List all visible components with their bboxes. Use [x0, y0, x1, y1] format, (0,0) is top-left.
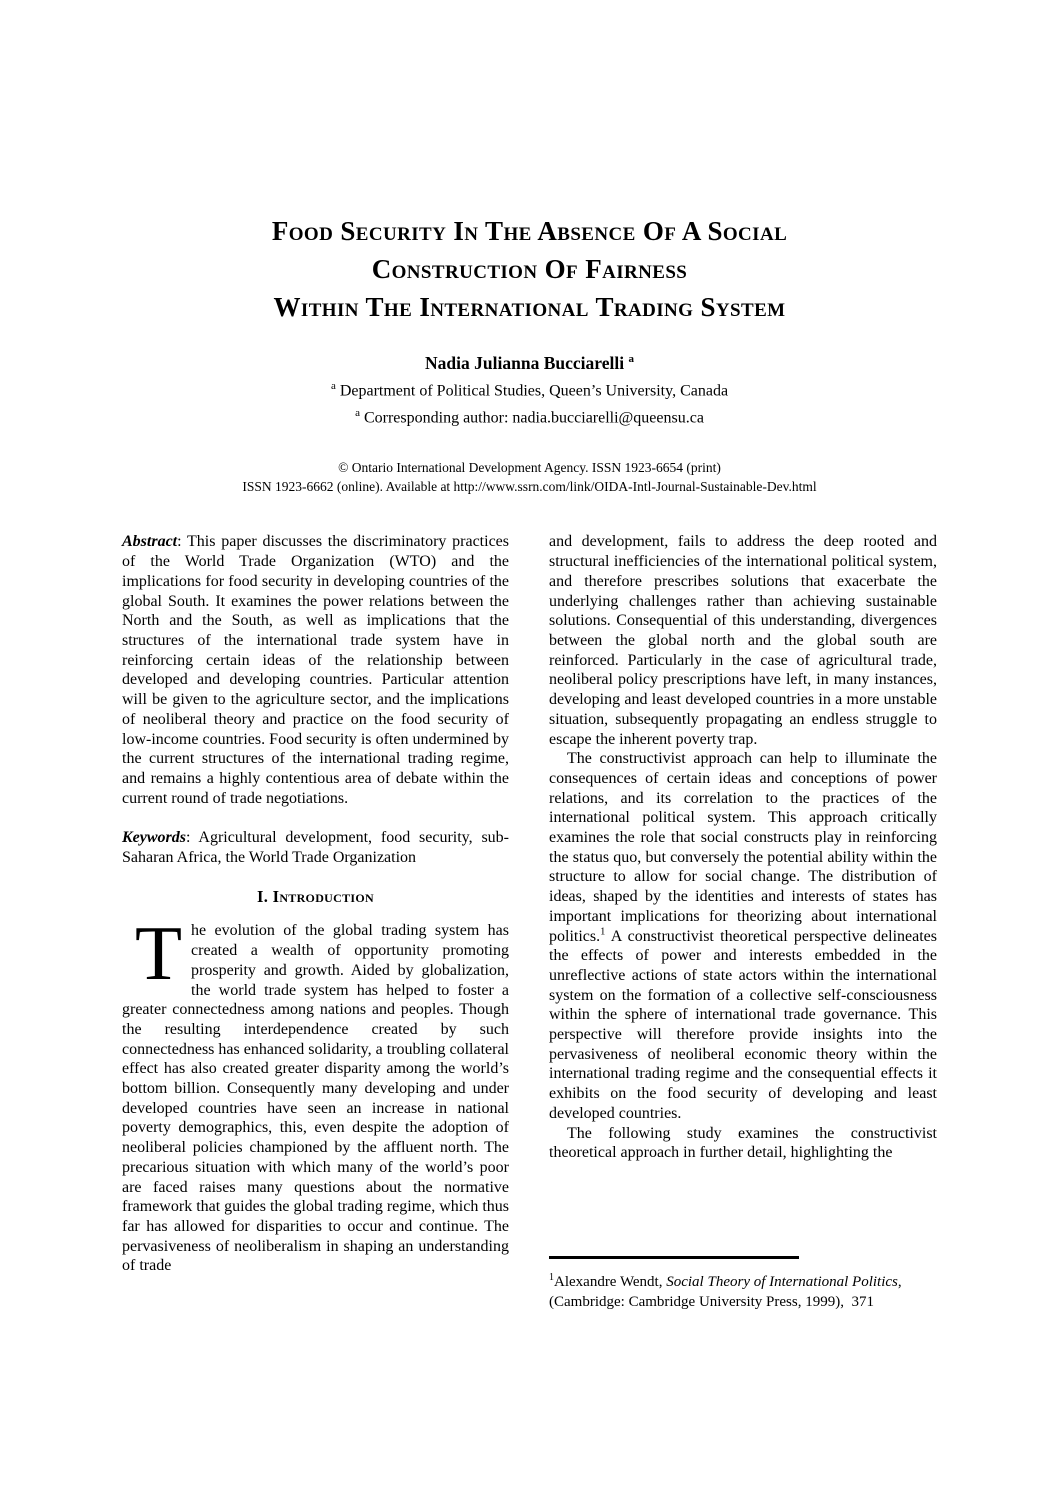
footnote-1-text-a: Alexandre Wendt,: [554, 1274, 667, 1291]
abstract-paragraph: [122, 532, 509, 808]
imprint-line-2: ISSN 1923-6662 (online). Available at http://www.ssrn.com/link/OIDA-Intl-Journal-Sustainable-Dev.html: [242, 479, 817, 495]
footnote-area: [549, 1256, 937, 1312]
corresponding-text: Corresponding author: nadia.bucciarelli@queensu.ca: [363, 409, 704, 427]
author-name: [122, 348, 937, 375]
section-heading-introduction: I. Introduction: [257, 886, 374, 906]
intro-paragraph-2-text-a: The constructivist approach can help to illuminate the consequences of certain ideas and conceptions of power relations, and its correlation to the practices of the international political system. This approach critically examines the role that social constructs play in reinforcing the status quo, but conversely the potential ability within the structure to allow for social change. The distribution of ideas, shaped by the identities and interests of states has important implications for theorizing about international politics.: [549, 750, 937, 945]
intro-paragraph-1: [122, 910, 510, 1276]
intro-paragraph-1-continuation: and development, fails to address the deep rooted and structural inefficiencies of the international political system, and therefore prescribes solutions that exacerbate the underlying challenges rather than achieving sustainable solutions. Consequential of this understanding, divergences between the global north and the global south are reinforced. Particularly in the case of agricultural trade, neoliberal policy prescriptions have left, in many instances, developing and least developed countries in a more unstable situation, subsequently propagating an endless struggle to escape the inherent poverty trap.: [549, 533, 937, 748]
keywords-label: Keywords: [122, 829, 186, 847]
corresponding-superscript: a: [355, 407, 360, 420]
title-line-2: Construction Of Fairness: [371, 254, 688, 284]
publisher-imprint: [122, 458, 937, 496]
right-column: [549, 532, 937, 1311]
intro-paragraph-3: The following study examines the constructivist theoretical approach in further detail, highlighting the: [549, 1124, 937, 1162]
author-affiliation: [122, 375, 937, 402]
title-line-3: Within The International Trading System: [273, 292, 786, 322]
author-name-superscript: a: [628, 353, 634, 365]
paper-title: [122, 212, 937, 326]
abstract-text: : This paper discusses the discriminatory practices of the World Trade Organization (WTO) and the implications for food security in developing countries of the global South. It examines the power relations between the North and the South, as well as implications that the structures of the international trade system have in reinforcing certain ideas of the relationship between developed and developing countries. Particular attention will be given to the agriculture sector, and the implications of neoliberal theory and practice on the food security of low-income countries. Food security is often undermined by the current structures of the international trading regime, and remains a highly contentious area of debate within the current round of trade negotiations.: [122, 533, 509, 807]
affiliation-text: Department of Political Studies, Queen’s University, Canada: [339, 382, 729, 400]
footnote-1-book-title: Social Theory of International Politics: [666, 1274, 898, 1291]
imprint-line-1: © Ontario International Development Agency. ISSN 1923-6654 (print): [338, 460, 721, 476]
corresponding-author: [122, 402, 937, 429]
affiliation-superscript: a: [330, 379, 336, 392]
intro-paragraph-1-text: he evolution of the global trading system has created a wealth of opportunity promoting prosperity and growth. Aided by globalization, the world trade system has helped to foster a greater connectedness among nations and peoples. Though the resulting interdependence created by such connectedness has enhanced solidarity, a troubling collateral effect has also created greater disparity among the world’s bottom billion. Consequently many developing and under developed countries have seen an increase in national poverty demographics, this, even despite the adoption of neoliberal policies championed by the affluent north. The precarious situation with which many of the world’s poor are faced raises many questions about the normative framework that guides the global trading regime, which thus far has allowed for disparities to occur and continue. The pervasiveness of neoliberalism in shaping an understanding of trade: [122, 922, 510, 1275]
abstract-label: Abstract: [122, 533, 178, 551]
paper-header: [122, 212, 937, 496]
author-name-text: Nadia Julianna Bucciarelli: [425, 352, 625, 373]
footnote-1-text-b: , (Cambridge: Cambridge University Press, 1999), 371: [549, 1274, 906, 1311]
footnote-reference-1: 1: [600, 926, 606, 938]
footnote-1: [549, 1268, 937, 1312]
title-line-1: Food Security In The Absence Of A Social: [271, 216, 788, 246]
dropcap-letter: T: [135, 910, 183, 997]
intro-paragraph-2: [549, 749, 937, 1123]
keywords-text: : Agricultural development, food security, sub-Saharan Africa, the World Trade Organization: [122, 829, 509, 867]
author-block: [122, 348, 937, 429]
two-column-body: [122, 532, 937, 1311]
footnote-1-marker: 1: [549, 1272, 554, 1284]
left-column: [122, 532, 509, 1276]
intro-paragraph-2-text-b: A constructivist theoretical perspective delineates the effects of power and interests embedded in the unreflective actions of state actors within the international system on the formation of a collective self-consciousness within the sphere of international trade governance. This perspective will therefore provide insights into the pervasiveness of neoliberal economic theory within the international trading regime and the consequential effects it exhibits on the food security of developing and least developed countries.: [549, 927, 937, 1122]
footnote-separator-rule: [549, 1256, 799, 1259]
keywords-paragraph: [122, 828, 509, 867]
